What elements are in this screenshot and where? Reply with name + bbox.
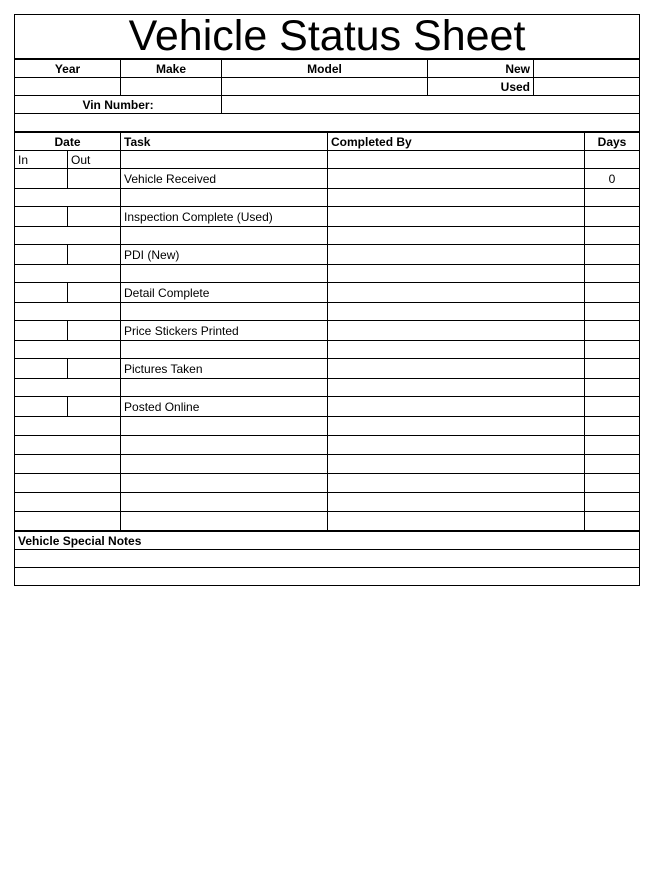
cell-days[interactable] [585,283,640,303]
table-blank-row [15,512,640,531]
spacer-completed-cell[interactable] [328,189,585,207]
cell-task-name: Posted Online [121,397,328,417]
field-new-value[interactable] [534,60,640,78]
cell-date-in[interactable] [15,321,68,341]
header-model: Model [222,60,428,78]
table-row [15,245,640,265]
vehicle-status-sheet [14,14,637,586]
spacer-date-cell[interactable] [15,379,121,397]
field-make-value[interactable] [121,78,222,96]
spacer-task-cell[interactable] [121,265,328,283]
title-cell [15,15,640,59]
spacer-date-cell[interactable] [15,303,121,321]
table-spacer-row [15,303,640,321]
cell-date-in[interactable] [15,359,68,379]
task-table [14,132,640,531]
subheader-task-blank [121,151,328,169]
vehicle-info-header-row [15,60,640,78]
blank-date-cell[interactable] [15,417,121,436]
table-spacer-row [15,227,640,245]
table-row [15,283,640,303]
cell-date-in[interactable] [15,283,68,303]
task-header-row [15,133,640,151]
spacer-date-cell[interactable] [15,341,121,359]
cell-date-out[interactable] [68,283,121,303]
blank-date-cell[interactable] [15,474,121,493]
table-blank-row [15,493,640,512]
blank-completed-cell[interactable] [328,474,585,493]
spacer-date-cell[interactable] [15,189,121,207]
blank-days-cell[interactable] [585,512,640,531]
table-row [15,321,640,341]
spacer-days-cell[interactable] [585,341,640,359]
subheader-days-blank [585,151,640,169]
spacer-days-cell[interactable] [585,379,640,397]
blank-task-cell[interactable] [121,436,328,455]
cell-date-out[interactable] [68,207,121,227]
spacer-completed-cell[interactable] [328,227,585,245]
notes-body-row [15,550,640,568]
cell-completed-by[interactable] [328,245,585,265]
notes-title: Vehicle Special Notes [15,532,640,550]
blank-days-cell[interactable] [585,436,640,455]
spacer-task-cell[interactable] [121,303,328,321]
blank-task-cell[interactable] [121,493,328,512]
table-blank-row [15,417,640,436]
subheader-out: Out [68,151,121,169]
table-blank-row [15,436,640,455]
spacer-completed-cell[interactable] [328,265,585,283]
blank-days-cell[interactable] [585,417,640,436]
table-spacer-row [15,341,640,359]
blank-completed-cell[interactable] [328,493,585,512]
spacer-task-cell[interactable] [121,341,328,359]
spacer-completed-cell[interactable] [328,379,585,397]
page-title: Vehicle Status Sheet [128,14,526,59]
cell-date-out[interactable] [68,169,121,189]
cell-days[interactable] [585,397,640,417]
spacer-completed-cell[interactable] [328,341,585,359]
blank-task-cell[interactable] [121,455,328,474]
spacer-task-cell[interactable] [121,189,328,207]
spacer-days-cell[interactable] [585,189,640,207]
task-subheader-row [15,151,640,169]
table-spacer-row [15,189,640,207]
cell-date-in[interactable] [15,397,68,417]
subheader-completed-blank [328,151,585,169]
cell-task-name: PDI (New) [121,245,328,265]
cell-task-name: Inspection Complete (Used) [121,207,328,227]
cell-date-out[interactable] [68,321,121,341]
info-spacer-cell [15,114,640,132]
cell-date-out[interactable] [68,397,121,417]
footer-row [15,568,640,586]
title-table [14,14,640,59]
cell-date-in[interactable] [15,169,68,189]
subheader-in: In [15,151,68,169]
table-spacer-row [15,265,640,283]
footer-bar [15,568,640,586]
column-header-days: Days [585,133,640,151]
header-used: Used [428,78,534,96]
table-row [15,359,640,379]
cell-completed-by[interactable] [328,321,585,341]
cell-days[interactable] [585,359,640,379]
blank-completed-cell[interactable] [328,512,585,531]
notes-body-field[interactable] [15,550,640,568]
header-make: Make [121,60,222,78]
table-row [15,207,640,227]
cell-date-out[interactable] [68,245,121,265]
spacer-task-cell[interactable] [121,227,328,245]
column-header-task: Task [121,133,328,151]
notes-table [14,531,640,586]
blank-completed-cell[interactable] [328,455,585,474]
field-year-value[interactable] [15,78,121,96]
cell-completed-by[interactable] [328,397,585,417]
table-blank-row [15,474,640,493]
cell-completed-by[interactable] [328,169,585,189]
spacer-date-cell[interactable] [15,265,121,283]
blank-completed-cell[interactable] [328,436,585,455]
spacer-days-cell[interactable] [585,227,640,245]
cell-task-name: Price Stickers Printed [121,321,328,341]
spacer-days-cell[interactable] [585,303,640,321]
blank-days-cell[interactable] [585,493,640,512]
vin-value-field[interactable] [222,96,640,114]
column-header-date: Date [15,133,121,151]
cell-completed-by[interactable] [328,207,585,227]
column-header-completed-by: Completed By [328,133,585,151]
cell-task-name: Detail Complete [121,283,328,303]
blank-task-cell[interactable] [121,417,328,436]
cell-days[interactable] [585,321,640,341]
header-new: New [428,60,534,78]
title-row [15,15,640,59]
table-row [15,397,640,417]
cell-date-in[interactable] [15,245,68,265]
spacer-date-cell[interactable] [15,227,121,245]
spacer-days-cell[interactable] [585,265,640,283]
blank-task-cell[interactable] [121,512,328,531]
blank-date-cell[interactable] [15,436,121,455]
spacer-completed-cell[interactable] [328,303,585,321]
vin-label: Vin Number: [15,96,222,114]
cell-date-out[interactable] [68,359,121,379]
cell-task-name: Vehicle Received [121,169,328,189]
table-spacer-row [15,379,640,397]
cell-days[interactable] [585,207,640,227]
cell-days[interactable] [585,245,640,265]
cell-task-name: Pictures Taken [121,359,328,379]
header-year: Year [15,60,121,78]
field-model-value[interactable] [222,78,428,96]
info-spacer-row [15,114,640,132]
blank-date-cell[interactable] [15,493,121,512]
vin-row [15,96,640,114]
cell-date-in[interactable] [15,207,68,227]
blank-task-cell[interactable] [121,474,328,493]
blank-days-cell[interactable] [585,474,640,493]
notes-title-row [15,532,640,550]
field-used-value[interactable] [534,78,640,96]
cell-days[interactable]: 0 [585,169,640,189]
blank-date-cell[interactable] [15,512,121,531]
cell-completed-by[interactable] [328,359,585,379]
cell-completed-by[interactable] [328,283,585,303]
blank-date-cell[interactable] [15,455,121,474]
blank-completed-cell[interactable] [328,417,585,436]
table-blank-row [15,455,640,474]
spacer-task-cell[interactable] [121,379,328,397]
vehicle-info-table [14,59,640,132]
table-row [15,169,640,189]
vehicle-info-value-row [15,78,640,96]
blank-days-cell[interactable] [585,455,640,474]
